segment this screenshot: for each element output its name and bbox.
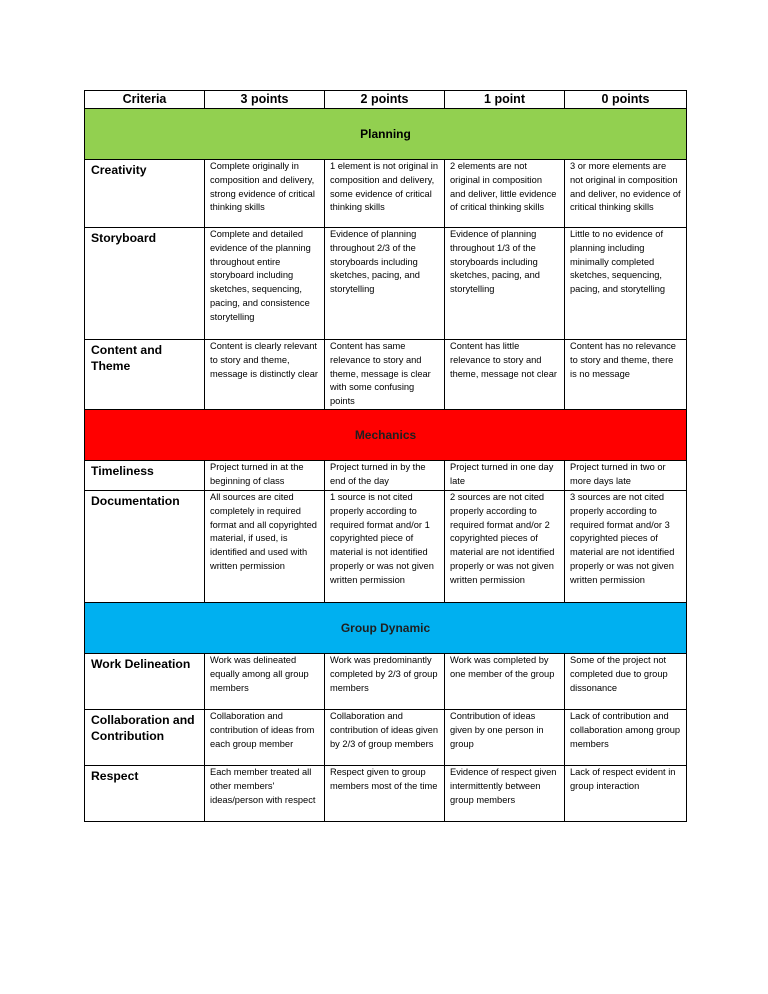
criteria-storyboard: Storyboard xyxy=(85,228,205,340)
table-row xyxy=(85,490,687,602)
table-row xyxy=(85,709,687,765)
rubric-cell: Lack of contribution and collaboration among group members xyxy=(565,709,687,765)
header-2-points: 2 points xyxy=(325,91,445,109)
section-group-dynamic-title: Group Dynamic xyxy=(85,602,687,653)
rubric-cell: Some of the project not completed due to group dissonance xyxy=(565,653,687,709)
rubric-cell: Project turned in by the end of the day xyxy=(325,460,445,490)
rubric-cell: Contribution of ideas given by one person in group xyxy=(445,709,565,765)
rubric-cell: Project turned in one day late xyxy=(445,460,565,490)
rubric-cell: Each member treated all other members' ideas/person with respect xyxy=(205,765,325,821)
header-row xyxy=(85,91,687,109)
rubric-cell: 2 sources are not cited properly according to required format and/or 2 copyrighted pieces of material are not identified properly or was not given written permission xyxy=(445,490,565,602)
section-mechanics xyxy=(85,409,687,460)
rubric-cell: 2 elements are not original in composition and deliver, little evidence of critical thinking skills xyxy=(445,160,565,228)
criteria-collaboration-and-contribution: Collaboration and Contribution xyxy=(85,709,205,765)
rubric-cell: Content has same relevance to story and theme, message is clear with some confusing points xyxy=(325,340,445,410)
rubric-cell: 3 or more elements are not original in composition and deliver, no evidence of critical thinking skills xyxy=(565,160,687,228)
rubric-cell: Lack of respect evident in group interaction xyxy=(565,765,687,821)
criteria-respect: Respect xyxy=(85,765,205,821)
rubric-cell: Content is clearly relevant to story and theme, message is distinctly clear xyxy=(205,340,325,410)
table-row xyxy=(85,228,687,340)
rubric-cell: 1 source is not cited properly according to required format and/or 1 copyrighted piece of material is not identified properly or was not given written permission xyxy=(325,490,445,602)
header-0-points: 0 points xyxy=(565,91,687,109)
header-1-point: 1 point xyxy=(445,91,565,109)
header-3-points: 3 points xyxy=(205,91,325,109)
table-row xyxy=(85,653,687,709)
rubric-cell: Evidence of planning throughout 1/3 of the storyboards including sketches, pacing, and storytelling xyxy=(445,228,565,340)
table-row xyxy=(85,460,687,490)
rubric-cell: Work was completed by one member of the group xyxy=(445,653,565,709)
rubric-cell: Complete and detailed evidence of the planning throughout entire storyboard including sketches, sequencing, pacing, and consistence storytelling xyxy=(205,228,325,340)
table-row xyxy=(85,340,687,410)
section-planning-title: Planning xyxy=(85,109,687,160)
rubric-cell: Work was delineated equally among all group members xyxy=(205,653,325,709)
rubric-cell: Project turned in at the beginning of class xyxy=(205,460,325,490)
table-row xyxy=(85,765,687,821)
rubric-cell: 1 element is not original in composition and delivery, some evidence of critical thinking skills xyxy=(325,160,445,228)
criteria-documentation: Documentation xyxy=(85,490,205,602)
rubric-cell: Evidence of respect given intermittently between group members xyxy=(445,765,565,821)
rubric-cell: Project turned in two or more days late xyxy=(565,460,687,490)
rubric-cell: 3 sources are not cited properly according to required format and/or 3 copyrighted pieces of material are not identified properly or was not given written permission xyxy=(565,490,687,602)
rubric-cell: Complete originally in composition and delivery, strong evidence of critical thinking skills xyxy=(205,160,325,228)
section-group-dynamic xyxy=(85,602,687,653)
criteria-timeliness: Timeliness xyxy=(85,460,205,490)
rubric-table xyxy=(84,90,687,822)
section-planning xyxy=(85,109,687,160)
rubric-cell: Respect given to group members most of the time xyxy=(325,765,445,821)
criteria-creativity: Creativity xyxy=(85,160,205,228)
rubric-cell: Evidence of planning throughout 2/3 of the storyboards including sketches, pacing, and storytelling xyxy=(325,228,445,340)
criteria-content-and-theme: Content and Theme xyxy=(85,340,205,410)
rubric-cell: Work was predominantly completed by 2/3 of group members xyxy=(325,653,445,709)
header-criteria: Criteria xyxy=(85,91,205,109)
rubric-cell: Little to no evidence of planning including minimally completed sketches, sequencing, pacing, and storytelling xyxy=(565,228,687,340)
rubric-cell: Collaboration and contribution of ideas from each group member xyxy=(205,709,325,765)
rubric-cell: Content has little relevance to story and theme, message not clear xyxy=(445,340,565,410)
criteria-work-delineation: Work Delineation xyxy=(85,653,205,709)
rubric-cell: Collaboration and contribution of ideas given by 2/3 of group members xyxy=(325,709,445,765)
rubric-cell: All sources are cited completely in required format and all copyrighted material, if used, is identified and used with written permission xyxy=(205,490,325,602)
table-row xyxy=(85,160,687,228)
section-mechanics-title: Mechanics xyxy=(85,409,687,460)
rubric-cell: Content has no relevance to story and theme, there is no message xyxy=(565,340,687,410)
